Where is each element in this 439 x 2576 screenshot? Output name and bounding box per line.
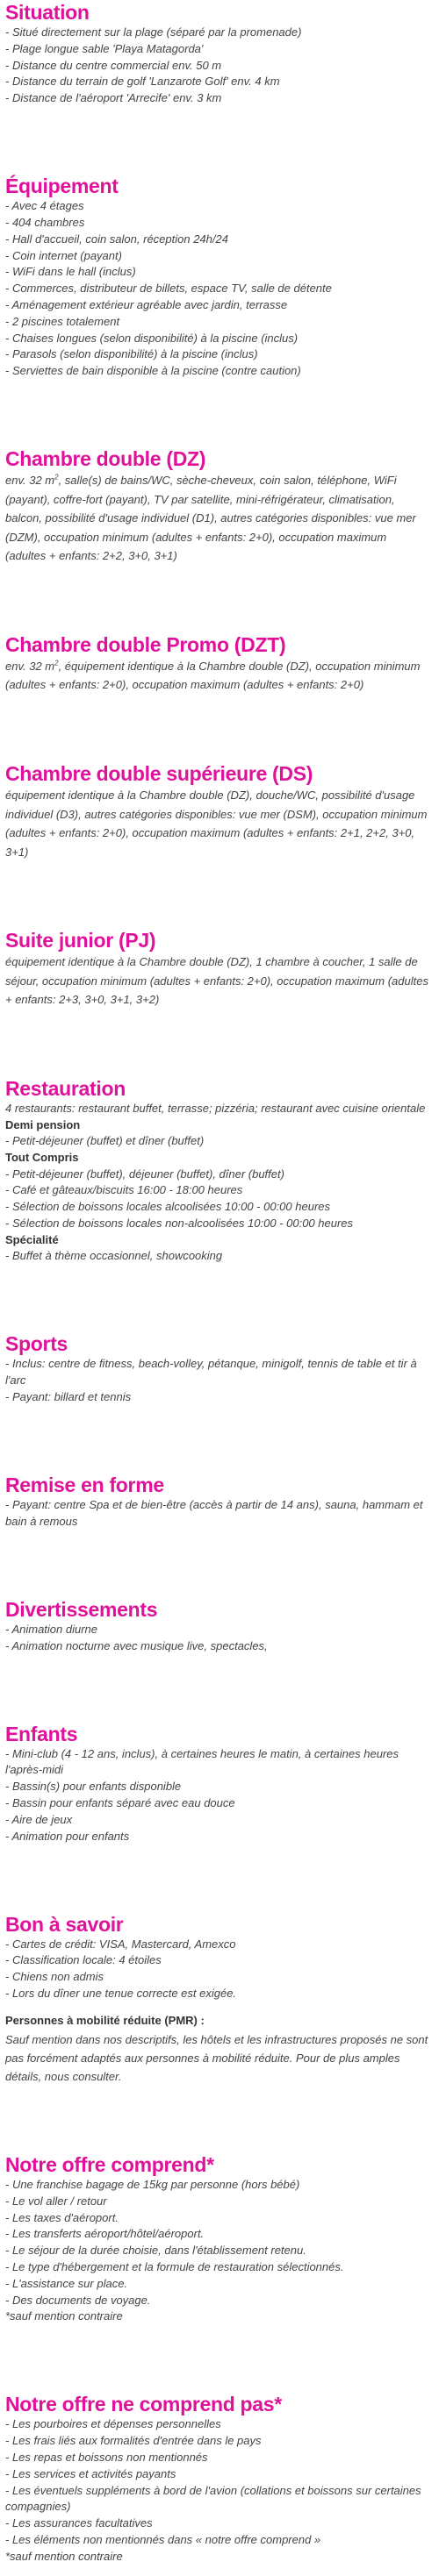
list-item: - Commerces, distributeur de billets, espace TV, salle de détente <box>5 282 332 296</box>
room-size-unit-sup: 2 <box>54 659 59 667</box>
section-list <box>5 198 430 380</box>
section-list <box>5 2416 430 2565</box>
room-description-text: , équipement identique à la Chambre double (DZ), occupation minimum (adultes + enfants: 2+0), occupation maximum (adultes + enfants: 2+0) <box>5 659 421 692</box>
list-item: - Café et gâteaux/biscuits 16:00 - 18:00 heures <box>5 1183 243 1197</box>
list-item: - Buffet à thème occasionnel, showcooking <box>5 1249 223 1263</box>
list-item: - Parasols (selon disponibilité) à la piscine (inclus) <box>5 347 258 361</box>
list-item: *sauf mention contraire <box>5 2549 123 2563</box>
list-item: - Aménagement extérieur agréable avec jardin, terrasse <box>5 297 288 311</box>
list-item: - Les repas et boissons non mentionnés <box>5 2450 208 2464</box>
section-title-chambre-ds: Chambre double supérieure (DS) <box>5 762 313 786</box>
list-item: - Les éléments non mentionnés dans « notre offre comprend » <box>5 2532 321 2546</box>
list-item: - Les taxes d'aéroport. <box>5 2210 119 2224</box>
list-item: - Sélection de boissons locales non-alcoolisées 10:00 - 00:00 heures <box>5 1217 354 1231</box>
list-item: - Bassin(s) pour enfants disponible <box>5 1780 182 1794</box>
list-item: - Sélection de boissons locales alcoolisées 10:00 - 00:00 heures <box>5 1200 331 1214</box>
list-item: - Chaises longues (selon disponibilité) à la piscine (inclus) <box>5 331 299 345</box>
section-chambre-ds <box>5 761 430 861</box>
list-item: - Classification locale: 4 étoiles <box>5 1953 162 1967</box>
list-item: - Lors du dîner une tenue correcte est exigée. <box>5 1986 237 2000</box>
room-description: équipement identique à la Chambre double (DZ), douche/WC, possibilité d'usage individuel (D3), autres catégories disponibles: vue mer (DSM), occupation minimum (adultes + enfants: 2+0), occupation maximum (adultes + enfants: 2+1, 2+2, 3+0, 3+1) <box>5 788 428 859</box>
list-item: - Payant: billard et tennis <box>5 1389 132 1403</box>
list-item: - Le vol aller / retour <box>5 2194 107 2208</box>
list-item: - Une franchise bagage de 15kg par personne (hors bébé) <box>5 2178 300 2191</box>
note-body: Sauf mention dans nos descriptifs, les hôtels et les infrastructures proposés ne sont pas forcément adaptés aux personnes à mobilité réduite. Pour de plus amples détails, nous consulter. <box>5 2032 428 2083</box>
section-list <box>5 25 430 107</box>
list-item: - Petit-déjeuner (buffet) et dîner (buffet) <box>5 1134 205 1148</box>
section-equipement <box>5 174 430 380</box>
section-title-situation: Situation <box>5 1 90 24</box>
room-size-text: env. 32 m <box>5 474 55 488</box>
list-item: - Situé directement sur la plage (séparé par la promenade) <box>5 25 302 39</box>
list-item: - Distance du terrain de golf 'Lanzarote Golf' env. 4 km <box>5 75 280 89</box>
list-item: - Des documents de voyage. <box>5 2293 151 2307</box>
section-title-equipement: Équipement <box>5 175 119 198</box>
section-title-sports: Sports <box>5 1332 68 1356</box>
list-item: - Distance de l'aéroport 'Arrecife' env. 3 km <box>5 91 222 105</box>
section-list <box>5 1746 430 1845</box>
section-title-chambre-dz: Chambre double (DZ) <box>5 447 206 471</box>
room-size-unit-sup: 2 <box>54 473 59 482</box>
section-title-remise-en-forme: Remise en forme <box>5 1473 164 1496</box>
section-title-restauration: Restauration <box>5 1077 126 1101</box>
list-item: - Les transferts aéroport/hôtel/aéroport. <box>5 2227 205 2241</box>
section-title-offre-ne-comprend-pas: Notre offre ne comprend pas* <box>5 2393 282 2416</box>
section-divertissements <box>5 1597 430 1655</box>
section-list <box>5 1622 430 1655</box>
list-item: - Aire de jeux <box>5 1812 73 1826</box>
room-description <box>5 657 430 695</box>
room-description <box>5 471 430 566</box>
section-list <box>5 1937 430 2002</box>
section-title-suite-pj: Suite junior (PJ) <box>5 929 156 953</box>
section-enfants <box>5 1722 430 1845</box>
list-item: - Bassin pour enfants séparé avec eau douce <box>5 1795 235 1809</box>
section-title-offre-comprend: Notre offre comprend* <box>5 2153 214 2176</box>
section-remise-en-forme <box>5 1473 430 1531</box>
list-item: - Coin internet (payant) <box>5 248 122 262</box>
list-item: - Plage longue sable 'Playa Matagorda' <box>5 41 204 55</box>
section-suite-pj <box>5 928 430 1010</box>
room-description-text: , salle(s) de bains/WC, sèche-cheveux, coin salon, téléphone, WiFi (payant), coffre-fort (payant), TV par satellite, mini-réfrigérateur, climatisation, balcon, possibilité d'usage individuel (D1), autres catégories disponibles: vue mer (DZM), occupation minimum (adultes + enfants: 2+0), occupation maximum (adultes + enfants: 2+2, 3+0, 3+1) <box>5 474 416 563</box>
list-item: - Le séjour de la durée choisie, dans l'établissement retenu. <box>5 2244 306 2258</box>
list-item: - Les frais liés aux formalités d'entrée dans le pays <box>5 2434 262 2448</box>
note-title: Personnes à mobilité réduite (PMR) : <box>5 2013 205 2027</box>
list-item: - Les éventuels suppléments à bord de l'avion (collations et boissons sur certaines compagnies) <box>5 2483 421 2514</box>
section-list <box>5 2177 430 2325</box>
list-item: - 404 chambres <box>5 216 85 229</box>
room-description: équipement identique à la Chambre double (DZ), 1 chambre à coucher, 1 salle de séjour, occupation minimum (adultes + enfants: 2+0), occupation maximum (adultes + enfants: 2+3, 3+0, 3+1, 3+2) <box>5 955 428 1007</box>
section-situation <box>5 0 430 107</box>
section-chambre-dz <box>5 446 430 566</box>
section-title-enfants: Enfants <box>5 1722 78 1745</box>
list-item: *sauf mention contraire <box>5 2309 123 2323</box>
list-item: - Petit-déjeuner (buffet), déjeuner (buffet), dîner (buffet) <box>5 1167 284 1181</box>
section-restauration <box>5 1076 430 1265</box>
subheading: Spécialité <box>5 1232 59 1246</box>
list-item: - L'assistance sur place. <box>5 2276 128 2290</box>
subheading: Demi pension <box>5 1117 81 1131</box>
list-item: - Mini-club (4 - 12 ans, inclus), à certaines heures le matin, à certaines heures l'après-midi <box>5 1746 399 1777</box>
list-item: - Les assurances facultatives <box>5 2516 153 2530</box>
list-item: - Hall d'accueil, coin salon, réception 24h/24 <box>5 232 228 246</box>
section-title-bon-a-savoir: Bon à savoir <box>5 1912 124 1936</box>
room-size-text: env. 32 m <box>5 659 55 673</box>
section-list <box>5 1101 430 1265</box>
section-offre-ne-comprend-pas <box>5 2392 430 2565</box>
list-item: - Animation nocturne avec musique live, spectacles, <box>5 1638 268 1652</box>
list-item: - Serviettes de bain disponible à la piscine (contre caution) <box>5 364 301 378</box>
list-item: - Animation pour enfants <box>5 1829 130 1843</box>
section-sports <box>5 1331 430 1405</box>
section-bon-a-savoir <box>5 1912 430 2086</box>
section-title-chambre-dzt: Chambre double Promo (DZT) <box>5 632 286 656</box>
spacer <box>5 2002 430 2011</box>
list-item: - Les services et activités payants <box>5 2466 176 2480</box>
list-item: - Le type d'hébergement et la formule de restauration sélectionnés. <box>5 2259 344 2273</box>
list-item: - WiFi dans le hall (inclus) <box>5 265 136 279</box>
section-offre-comprend <box>5 2152 430 2325</box>
list-item: - Animation diurne <box>5 1622 98 1636</box>
section-list <box>5 1356 430 1405</box>
list-item: 4 restaurants: restaurant buffet, terrasse; pizzéria; restaurant avec cuisine orientale <box>5 1102 426 1116</box>
list-item: - Cartes de crédit: VISA, Mastercard, Amexco <box>5 1937 236 1951</box>
section-title-divertissements: Divertissements <box>5 1597 158 1621</box>
list-item: - Les pourboires et dépenses personnelles <box>5 2417 221 2431</box>
section-chambre-dzt <box>5 632 430 695</box>
list-item: - 2 piscines totalement <box>5 314 120 328</box>
section-list <box>5 1497 430 1531</box>
list-item: - Inclus: centre de fitness, beach-volley, pétanque, minigolf, tennis de table et tir à l'arc <box>5 1357 417 1388</box>
subheading: Tout Compris <box>5 1151 79 1165</box>
list-item: - Avec 4 étages <box>5 199 84 213</box>
list-item: - Payant: centre Spa et de bien-être (accès à partir de 14 ans), sauna, hammam et bain à remous <box>5 1497 423 1528</box>
list-item: - Chiens non admis <box>5 1970 104 1984</box>
list-item: - Distance du centre commercial env. 50 m <box>5 58 222 72</box>
